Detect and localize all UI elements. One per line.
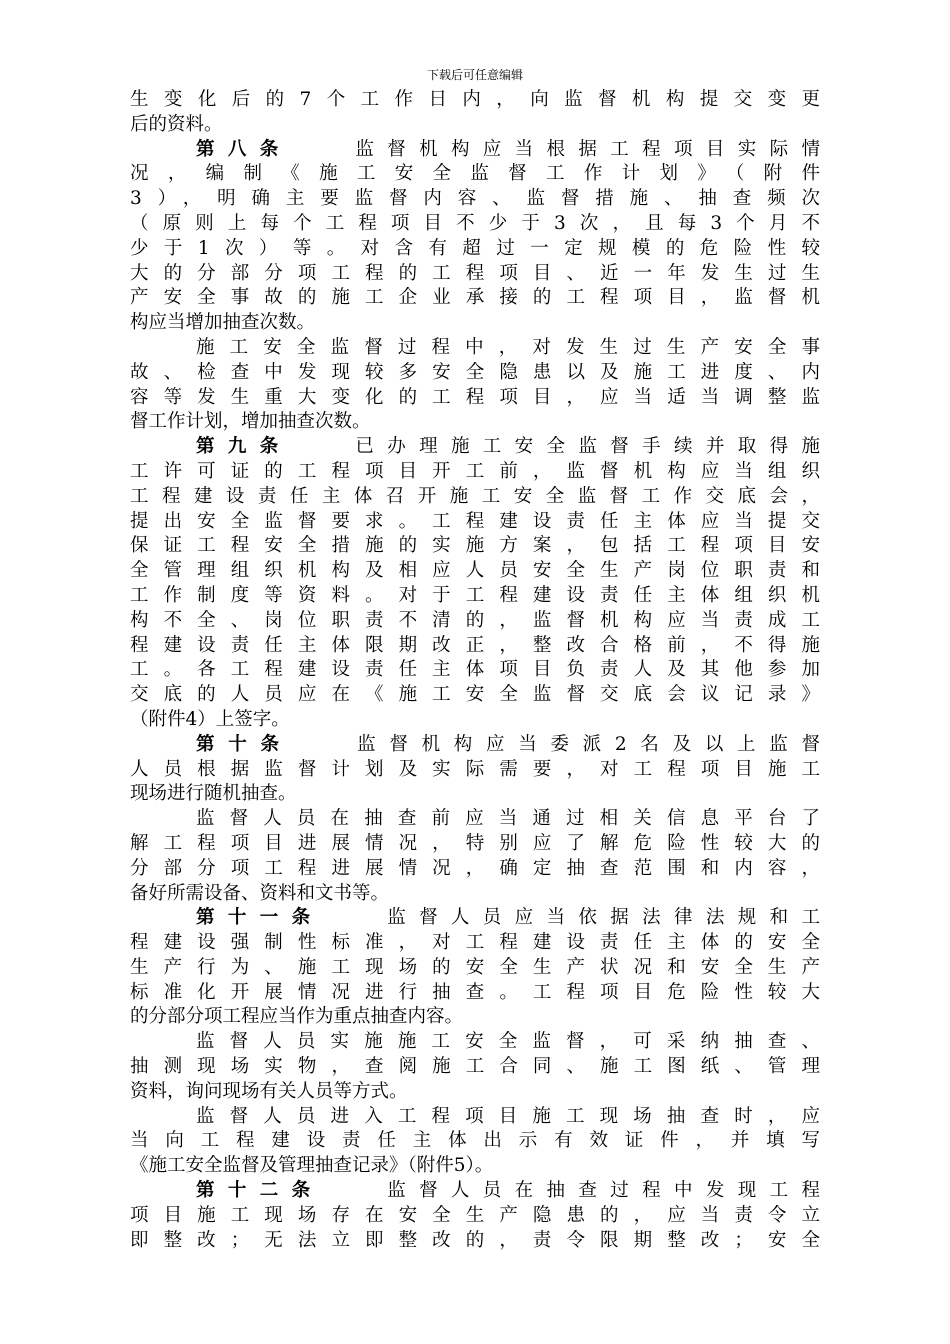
text-line: [130, 262, 820, 287]
line-text: 即整改；无法立即整改的，责令限期整改；安全: [130, 1229, 820, 1251]
line-text: 资料，询问现场有关人员等方式。: [130, 1080, 408, 1102]
text-line: [130, 882, 820, 907]
paragraph: [130, 435, 820, 733]
text-line: [130, 435, 820, 460]
text-line: [130, 361, 820, 386]
line-text: 现场进行随机抽查。: [130, 783, 297, 805]
line-text: 项目施工现场存在安全生产隐患的，应当责令立: [130, 1204, 820, 1226]
paragraph: [130, 906, 820, 1030]
text-line: [130, 931, 820, 956]
text-line: [130, 336, 820, 361]
paragraph: [130, 733, 820, 807]
line-text: 故、检查中发现较多安全隐患以及施工进度、内: [130, 361, 820, 383]
line-text: 的分部分项工程应当作为重点抽查内容。: [130, 1006, 464, 1028]
paragraph: [130, 1030, 820, 1104]
text-line: [130, 733, 820, 758]
text-line: [130, 634, 820, 659]
text-line: [130, 807, 820, 832]
line-text: 抽测现场实物，查阅施工合同、施工图纸、管理: [130, 1056, 820, 1078]
line-text: 监督人员在抽查前应当通过相关信息平台了: [196, 808, 820, 830]
line-text: 《施工安全监督及管理抽查记录》（附件5）。: [130, 1155, 494, 1177]
line-text: 工程建设责任主体召开施工安全监督工作交底会，: [130, 485, 820, 507]
document-body: [130, 88, 820, 1253]
paragraph: [130, 1179, 820, 1253]
line-text: 监督人员实施施工安全监督，可采纳抽查、: [196, 1031, 820, 1053]
line-text: 监督人员应当依据法律法规和工: [387, 907, 820, 929]
paragraph: [130, 138, 820, 336]
article-number: 第九条: [196, 436, 292, 458]
text-line: [130, 510, 820, 535]
text-line: [130, 410, 820, 435]
text-line: [130, 1055, 820, 1080]
line-text: 少于1次）等。对含有超过一定规模的危险性较: [130, 237, 820, 259]
text-line: [130, 286, 820, 311]
line-text: 当向工程建设责任主体出示有效证件，并填写: [130, 1130, 820, 1152]
text-line: [130, 906, 820, 931]
line-text: （附件4）上签字。: [130, 708, 290, 730]
text-line: [130, 981, 820, 1006]
line-text: （原则上每个工程项目不少于3次，且每3个月不: [130, 212, 820, 234]
text-line: [130, 559, 820, 584]
line-text: 监督机构应当根据工程项目实际情: [355, 138, 820, 160]
line-text: 提出安全监督要求。工程建设责任主体应当提交: [130, 510, 820, 532]
line-text: 生变化后的7个工作日内，向监督机构提交变更: [130, 89, 820, 110]
text-line: [130, 162, 820, 187]
line-text: 已办理施工安全监督手续并取得施: [355, 436, 820, 458]
text-line: [130, 485, 820, 510]
text-line: [130, 460, 820, 485]
text-line: [130, 1204, 820, 1229]
text-line: [130, 1005, 820, 1030]
line-text: 监督人员进入工程项目施工现场抽查时，应: [196, 1105, 820, 1127]
text-line: [130, 956, 820, 981]
line-text: 全管理组织机构及相应人员安全生产岗位职责和: [130, 560, 820, 582]
paragraph: [130, 336, 820, 435]
line-text: 况，编制《施工安全监督工作计划》（附件: [130, 163, 820, 185]
line-text: 保证工程安全措施的实施方案，包括工程项目安: [130, 535, 820, 557]
text-line: [130, 534, 820, 559]
text-line: [130, 584, 820, 609]
line-text: 工。各工程建设责任主体项目负责人及其他参加: [130, 659, 820, 681]
text-line: [130, 832, 820, 857]
text-line: [130, 1129, 820, 1154]
line-text: 施工安全监督过程中，对发生过生产安全事: [196, 336, 820, 358]
text-line: [130, 609, 820, 634]
paragraph: [130, 88, 820, 138]
text-line: [130, 187, 820, 212]
line-text: 工许可证的工程项目开工前，监督机构应当组织: [130, 460, 820, 482]
page-header: 下载后可任意编辑: [426, 68, 523, 82]
line-text: 解工程项目进展情况，特别应了解危险性较大的: [130, 832, 820, 854]
article-number: 第十一条: [196, 907, 324, 929]
text-line: [130, 386, 820, 411]
text-line: [130, 88, 820, 113]
line-text: 产安全事故的施工企业承接的工程项目，监督机: [130, 287, 820, 309]
article-number: 第十二条: [196, 1180, 324, 1202]
line-text: 标准化开展情况进行抽查。工程项目危险性较大: [130, 981, 820, 1003]
line-text: 后的资料。: [130, 113, 223, 135]
line-text: 分部分项工程进展情况，确定抽查范围和内容，: [130, 857, 820, 879]
text-line: [130, 138, 820, 163]
line-text: 备好所需设备、资料和文书等。: [130, 882, 390, 904]
line-text: 构不全、岗位职责不清的，监督机构应当责成工: [130, 609, 820, 631]
text-line: [130, 1154, 820, 1179]
line-text: 人员根据监督计划及实际需要，对工程项目施工: [130, 758, 820, 780]
text-line: [130, 782, 820, 807]
line-text: 生产行为、施工现场的安全生产状况和安全生产: [130, 956, 820, 978]
text-line: [130, 857, 820, 882]
line-text: 督工作计划，增加抽查次数。: [130, 411, 371, 433]
paragraph: [130, 1105, 820, 1179]
text-line: [130, 708, 820, 733]
text-line: [130, 311, 820, 336]
text-line: [130, 1229, 820, 1254]
article-number: 第十条: [196, 733, 293, 755]
text-line: [130, 212, 820, 237]
text-line: [130, 658, 820, 683]
line-text: 程建设责任主体限期改正，整改合格前，不得施: [130, 634, 820, 656]
line-text: 大的分部分项工程的工程项目、近一年发生过生: [130, 262, 820, 284]
text-line: [130, 1030, 820, 1055]
line-text: 交底的人员应在《施工安全监督交底会议记录》: [130, 684, 820, 706]
text-line: [130, 683, 820, 708]
line-text: 容等发生重大变化的工程项目，应当适当调整监: [130, 386, 820, 408]
line-text: 程建设强制性标准，对工程建设责任主体的安全: [130, 932, 820, 954]
line-text: 监督人员在抽查过程中发现工程: [387, 1180, 820, 1202]
text-line: [130, 1179, 820, 1204]
text-line: [130, 758, 820, 783]
paragraph: [130, 807, 820, 906]
line-text: 监督机构应当委派2名及以上监督: [357, 733, 820, 755]
line-text: 构应当增加抽查次数。: [130, 312, 316, 334]
text-line: [130, 1105, 820, 1130]
article-number: 第八条: [196, 138, 292, 160]
text-line: [130, 237, 820, 262]
line-text: 工作制度等资料。对于工程建设责任主体组织机: [130, 584, 820, 606]
text-line: [130, 113, 820, 138]
line-text: 3），明确主要监督内容、监督措施、抽查频次: [130, 188, 820, 210]
text-line: [130, 1080, 820, 1105]
